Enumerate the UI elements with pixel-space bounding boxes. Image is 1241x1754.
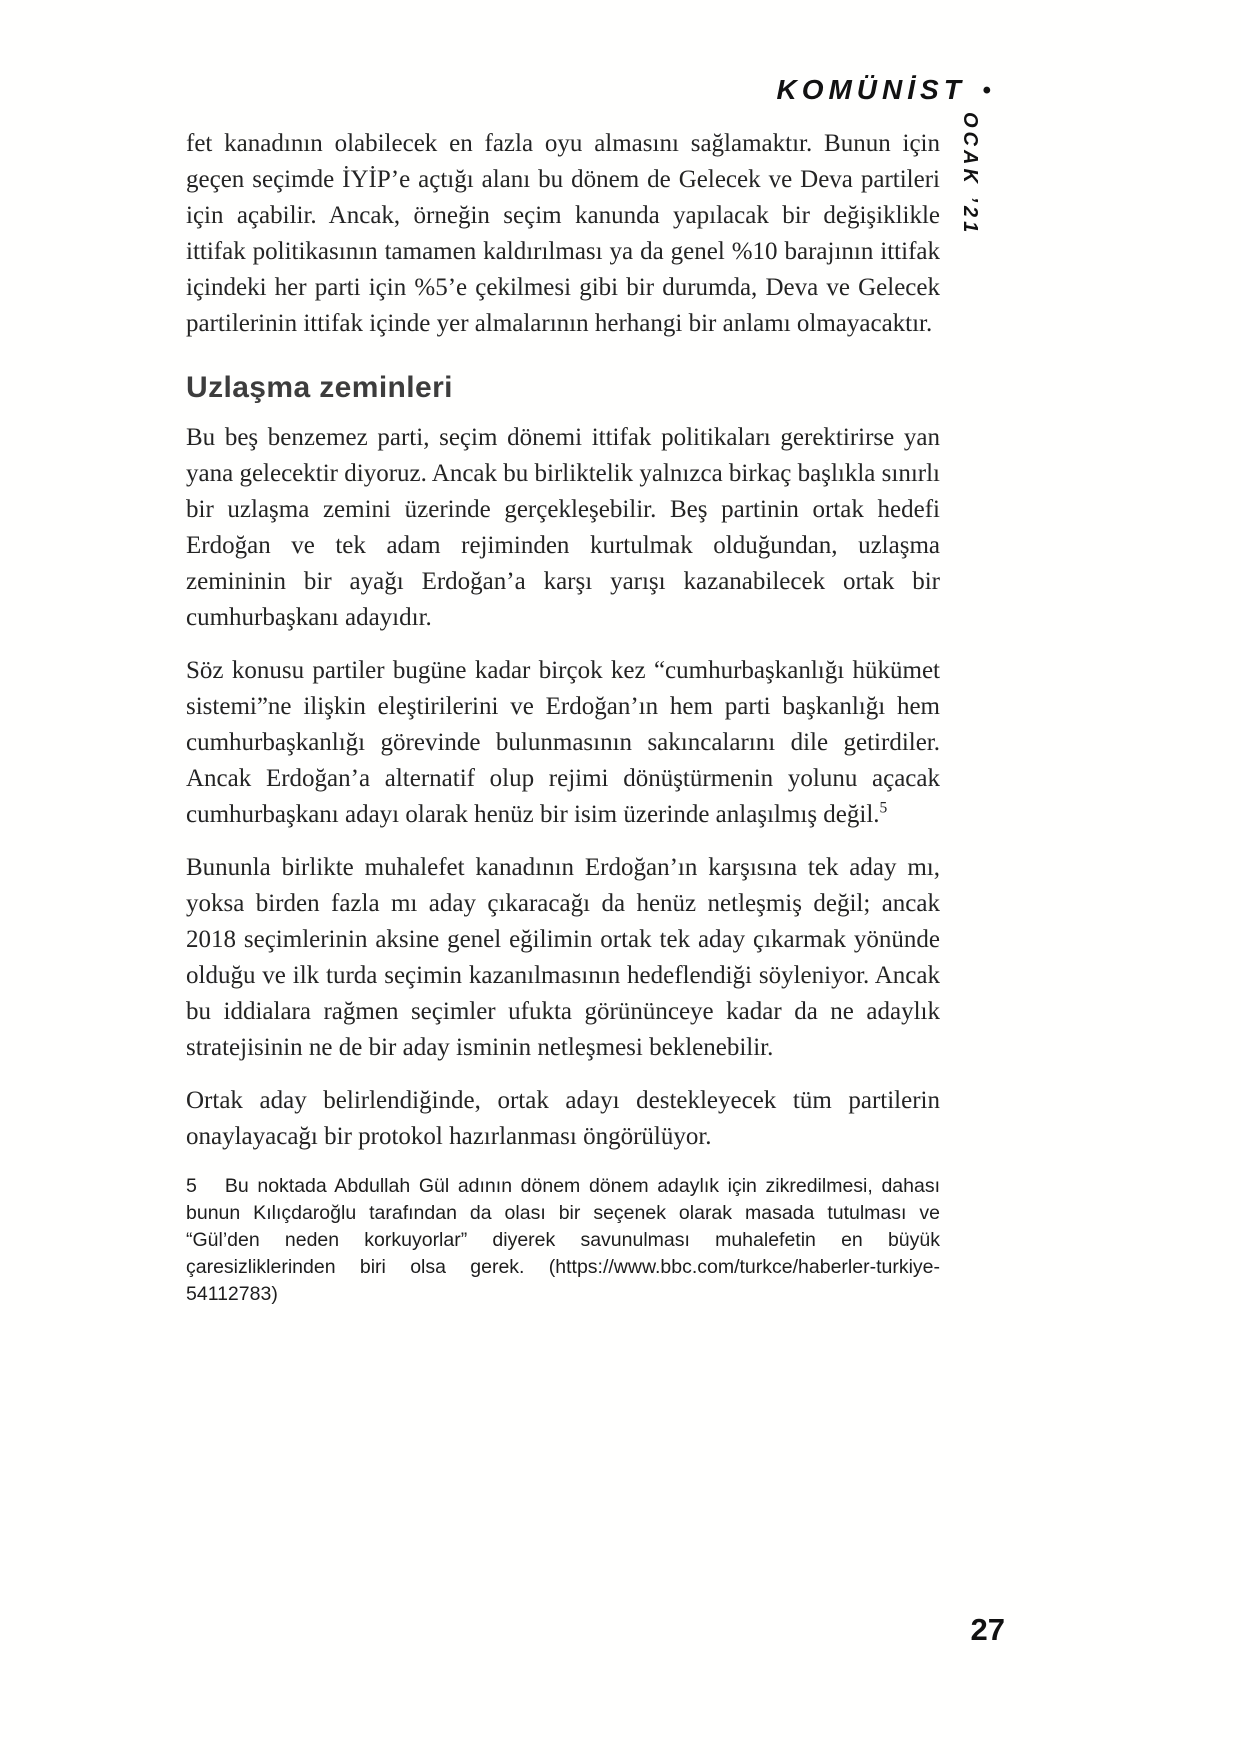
paragraph-4: Bununla birlikte muhalefet kanadının Erdoğan’ın karşısına tek aday mı, yoksa birden fazla mı aday çıkaracağı da henüz netleşmiş değil; ancak 2018 seçimlerinin aksine genel eğilimin ortak tek aday çıkarmak yönünde olduğu ve ilk turda seçimin kazanılmasının hedeflendiği söyleniyor. Ancak bu iddialara rağmen seçimler ufukta görününceye kadar da ne adaylık stratejisinin ne de bir aday isminin netleşmesi beklenebilir. [186,854,940,1061]
paragraph-5: Ortak aday belirlendiğinde, ortak adayı destekleyecek tüm partilerin onaylayacağı bir protokol hazırlanması öngörülüyor. [186,1087,940,1150]
bullet-icon: • [982,77,991,104]
paragraph-1: fet kanadının olabilecek en fazla oyu almasını sağlamaktır. Bunun için geçen seçimde İYİP’e açtığı alanı bu dönem de Gelecek ve Deva partileri için açabilir. Ancak, örneğin seçim kanunda yapılacak bir değişiklikle ittifak politikasının tamamen kaldırılması ya da genel %10 barajının ittifak içindeki her parti için %5’e çekilmesi gibi bir durumda, Deva ve Gelecek partilerinin ittifak içinde yer almalarının herhangi bir anlamı olmayacaktır. [186,130,940,337]
paragraph-3 [186,653,940,833]
page-number: 27 [970,1612,1005,1647]
paragraph-2: Bu beş benzemez parti, seçim dönemi ittifak politikaları gerektirirse yan yana gelecektir diyoruz. Ancak bu birliktelik yalnızca birkaç başlıkla sınırlı bir uzlaşma zemini üzerinde gerçekleşebilir. Beş partinin ortak hedefi Erdoğan ve tek adam rejiminden kurtulmak olduğundan, uzlaşma zemininin bir ayağı Erdoğan’a karşı yarışı kazanabilecek ortak bir cumhurbaşkanı adayıdır. [186,424,940,631]
footnote-number: 5 [186,1175,197,1197]
masthead [776,74,991,106]
paragraph-3-text: Söz konusu partiler bugüne kadar birçok kez “cumhurbaşkanlığı hükümet sistemi”ne ilişkin eleştirilerini ve Erdoğan’ın hem parti başkanlığı hem cumhurbaşkanlığı görevinde bulunmasının sakıncalarını dile getirdiler. Ancak Erdoğan’a alternatif olup rejimi dönüştürmenin yolunu açacak cumhurbaşkanı adayı olarak henüz bir isim üzerinde anlaşılmış değil. [186,657,940,828]
footnote-reference: 5 [879,799,888,817]
magazine-title: KOMÜNİST [776,74,966,105]
section-heading: Uzlaşma zeminleri [186,371,453,404]
footnote-text: Bu noktada Abdullah Gül adının dönem dönem adaylık için zikredilmesi, dahası bunun Kılıçdaroğlu tarafından da olası bir seçenek olarak masada tutulması ve “Gül’den neden korkuyorlar” diyerek savunulması muhalefetin en büyük çaresizliklerinden biri olsa gerek. (https://www.bbc.com/turkce/haberler-turkiye-54112783) [186,1175,940,1305]
article-body [186,126,940,1308]
footnote [186,1173,940,1308]
issue-date-vertical: OCAK ’21 [959,112,981,237]
